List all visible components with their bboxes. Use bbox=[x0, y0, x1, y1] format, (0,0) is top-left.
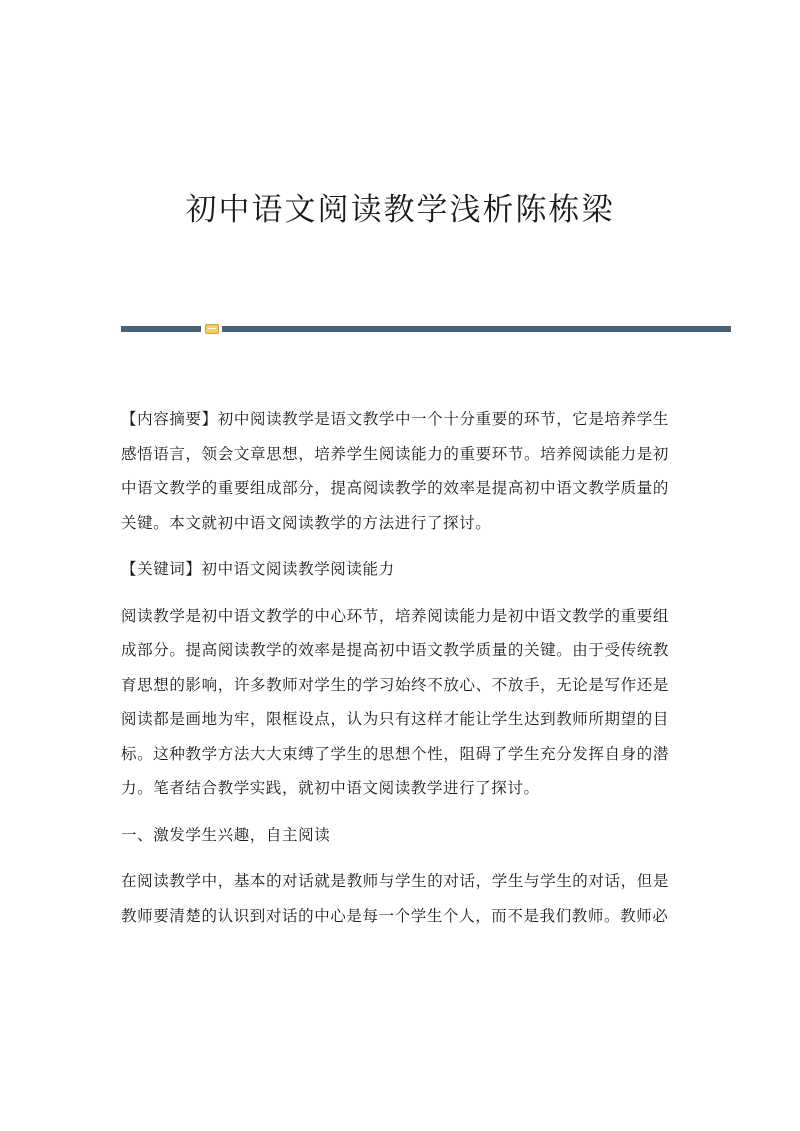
title-divider bbox=[121, 324, 731, 334]
section-heading: 一、激发学生兴趣，自主阅读 bbox=[121, 825, 331, 844]
document-body bbox=[121, 402, 669, 945]
divider-bar-left bbox=[121, 326, 201, 332]
abstract-paragraph: 【内容摘要】初中阅读教学是语文教学中一个十分重要的环节，它是培养学生感悟语言，领会文章思想，培养学生阅读能力的重要环节。培养阅读能力是初中语文教学的重要组成部分，提高阅读教学的效率是提高初中语文教学质量的关键。本文就初中语文阅读教学的方法进行了探讨。 bbox=[121, 410, 669, 532]
envelope-icon bbox=[205, 324, 219, 334]
section-paragraph: 在阅读教学中，基本的对话就是教师与学生的对话，学生与学生的对话，但是教师要清楚的认识到对话的中心是每一个学生个人，而不是我们教师。教师必 bbox=[121, 872, 669, 925]
divider-bar-right bbox=[222, 326, 731, 332]
keywords-paragraph: 【关键词】初中语文阅读教学阅读能力 bbox=[121, 560, 395, 578]
document-title: 初中语文阅读教学浅析陈栋梁 bbox=[185, 192, 615, 228]
intro-paragraph: 阅读教学是初中语文教学的中心环节，培养阅读能力是初中语文教学的重要组成部分。提高阅读教学的效率是提高初中语文教学质量的关键。由于受传统教育思想的影响，许多教师对学生的学习始终不放心、不放手，无论是写作还是阅读都是画地为牢，限框设点，认为只有这样才能让学生达到教师所期望的目标。这种教学方法大大束缚了学生的思想个性，阻碍了学生充分发挥自身的潜力。笔者结合教学实践，就初中语文阅读教学进行了探讨。 bbox=[121, 606, 669, 797]
